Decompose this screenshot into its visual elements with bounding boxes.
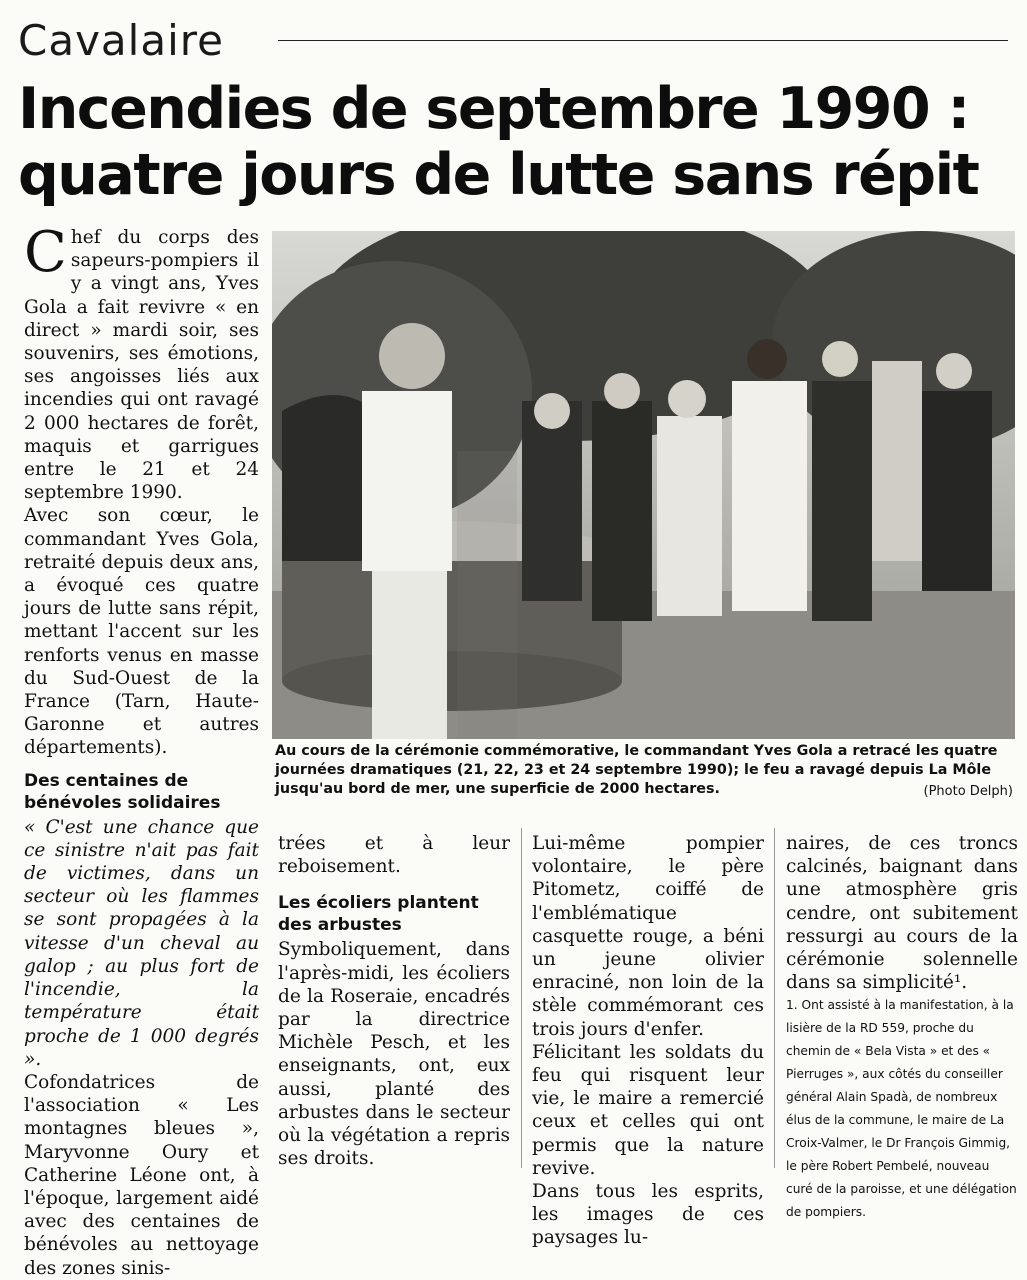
article-column-1 xyxy=(24,220,259,1280)
footnote: 1. Ont assisté à la manifestation, à la lisière de la RD 559, proche du chemin de « Bela Vista » et des « Pierruges », aux côtés du conseiller général Alain Spadà, de nombreux élus de la commune, le maire de La Croix-Valmer, le Dr François Gimmig, le père Robert Pembelé, nouveau curé de la paroisse, et une délégation de pompiers. xyxy=(786,998,1017,1220)
headline xyxy=(18,76,1018,208)
paragraph: Symboliquement, dans l'après-midi, les écoliers de la Roseraie, encadrés par la directrice Michèle Pesch, et les enseignants, ont, eux aussi, planté des arbustes dans le secteur où la végétation a repris ses droits. xyxy=(278,939,510,1170)
article-column-2 xyxy=(278,832,510,1170)
column-rule xyxy=(521,828,522,1168)
article-column-4 xyxy=(786,832,1018,1224)
photo-credit: (Photo Delph) xyxy=(923,784,1013,799)
lead-paragraph: Chef du corps des sapeurs-pompiers il y a vingt ans, Yves Gola a fait revivre « en direct » mardi soir, ses souvenirs, ses émotions, ses angoisses liés aux incendies qui ont ravagé 2 000 hectares de forêt, maquis et garrigues entre le 21 et 24 septembre 1990. xyxy=(24,220,259,504)
paragraph: Cofondatrices de l'association « Les montagnes bleues », Maryvonne Oury et Catherine Léone ont, à l'époque, largement aidé avec des centaines de bénévoles au nettoyage des zones sinis- xyxy=(24,1071,259,1279)
section-kicker: Cavalaire xyxy=(18,16,224,65)
headline-line-2: quatre jours de lutte sans répit xyxy=(18,142,979,208)
paragraph: naires, de ces troncs calcinés, baignant dans une atmosphère gris cendre, ont subitement ressurgi au cours de la cérémonie solennelle dans sa simplicité¹. xyxy=(786,833,1018,994)
subheading-volunteers: Des centaines de bénévoles solidaires xyxy=(24,770,221,813)
paragraph: Avec son cœur, le commandant Yves Gola, retraité depuis deux ans, a évoqué ces quatre jours de lutte sans répit, mettant l'accent sur les renforts venus en masse du Sud-Ouest de la France (Tarn, Haute-Garonne et autres départements). xyxy=(24,505,259,759)
ceremony-photo xyxy=(272,231,1015,739)
quote-paragraph: « C'est une chance que ce sinistre n'ait pas fait de victimes, dans un secteur où les flammes se sont propagées à la vitesse d'un cheval au galop ; au plus fort de l'incendie, la température était proche de 1 000 degrés ». xyxy=(24,816,259,1070)
column-rule xyxy=(774,828,775,1168)
dropcap: C xyxy=(24,220,67,285)
kicker-rule xyxy=(278,40,1008,41)
photo-caption: Au cours de la cérémonie commémorative, le commandant Yves Gola a retracé les quatre journées dramatiques (21, 22, 23 et 24 septembre 1990); le feu a ravagé depuis La Môle jusqu'au bord de mer, une superficie de 2000 hectares. xyxy=(275,743,998,797)
paragraph: trées et à leur reboisement. xyxy=(278,833,510,878)
paragraph: Lui-même pompier volontaire, le père Pitometz, coiffé de l'emblématique casquette rouge, a béni un jeune olivier enraciné, non loin de la stèle commémorant ces trois jours d'enfer. xyxy=(532,833,764,1040)
subheading-schoolchildren: Les écoliers plantent des arbustes xyxy=(278,893,479,936)
article-column-3 xyxy=(532,832,764,1250)
ceremony-photo-illustration xyxy=(272,231,1015,739)
paragraph: Félicitant les soldats du feu qui risquent leur vie, le maire a remercié ceux et celles qui ont permis que la nature revive. xyxy=(532,1041,764,1179)
headline-line-1: Incendies de septembre 1990 : xyxy=(18,76,969,142)
paragraph: Dans tous les esprits, les images de ces paysages lu- xyxy=(532,1181,764,1249)
